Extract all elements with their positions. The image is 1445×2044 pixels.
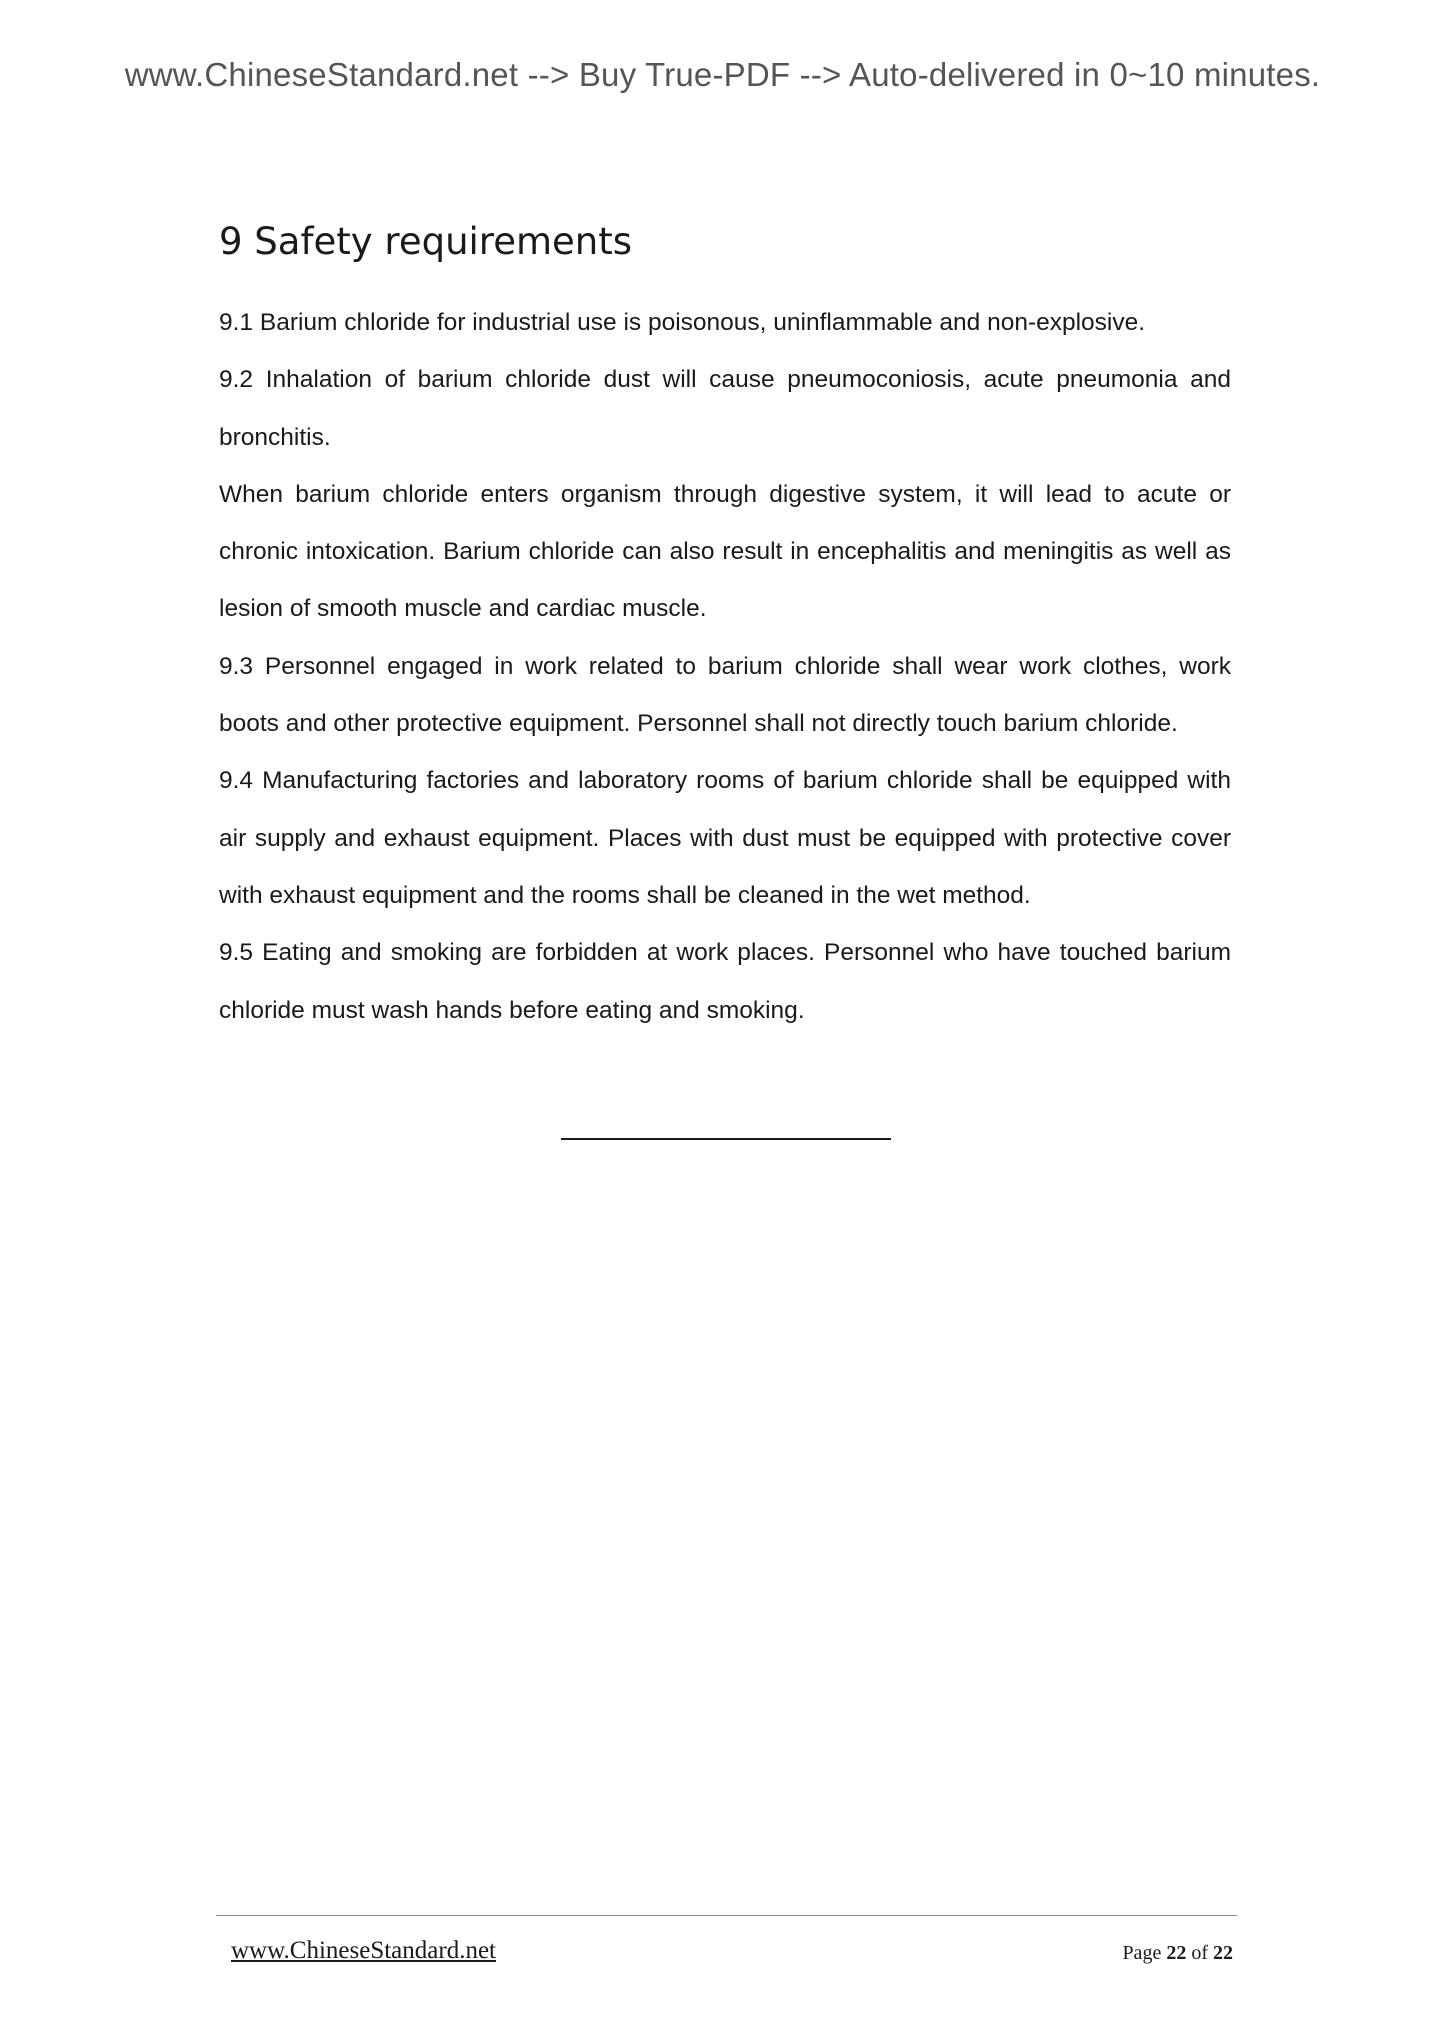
header-banner[interactable]: www.ChineseStandard.net --> Buy True-PDF --> Auto-delivered in 0~10 minutes. — [124, 56, 1321, 93]
page-indicator — [1122, 1942, 1233, 1965]
paragraph-9-2: 9.2 Inhalation of barium chloride dust will cause pneumoconiosis, acute pneumonia and bronchitis. — [219, 366, 1231, 451]
of-word: of — [1191, 1942, 1208, 1964]
current-page-number: 22 — [1166, 1942, 1187, 1964]
section-title: 9 Safety requirements — [219, 220, 632, 263]
page-word: Page — [1122, 1942, 1162, 1964]
total-pages-number: 22 — [1213, 1942, 1233, 1964]
paragraph-9-5: 9.5 Eating and smoking are forbidden at work places. Personnel who have touched barium chloride must wash hands before eating and smoking. — [219, 939, 1231, 1024]
footer-site-link[interactable]: www.ChineseStandard.net — [231, 1937, 496, 1964]
paragraph-9-4: 9.4 Manufacturing factories and laboratory rooms of barium chloride shall be equipped with air supply and exhaust equipment. Places with dust must be equipped with protective cover with exhaust equipment and the rooms shall be cleaned in the wet method. — [219, 767, 1231, 909]
paragraph-9-2-continued: When barium chloride enters organism through digestive system, it will lead to acute or chronic intoxication. Barium chloride can also result in encephalitis and meningitis as well as lesion of smooth muscle and cardiac muscle. — [219, 480, 1231, 623]
end-of-document-rule — [561, 1138, 891, 1140]
paragraph-9-3: 9.3 Personnel engaged in work related to barium chloride shall wear work clothes, work boots and other protective equipment. Personnel shall not directly touch barium chloride. — [219, 652, 1231, 738]
section-body — [219, 294, 1231, 1039]
footer-divider — [216, 1915, 1237, 1916]
paragraph-9-1: 9.1 Barium chloride for industrial use is poisonous, uninflammable and non-explosive. — [219, 309, 1146, 336]
